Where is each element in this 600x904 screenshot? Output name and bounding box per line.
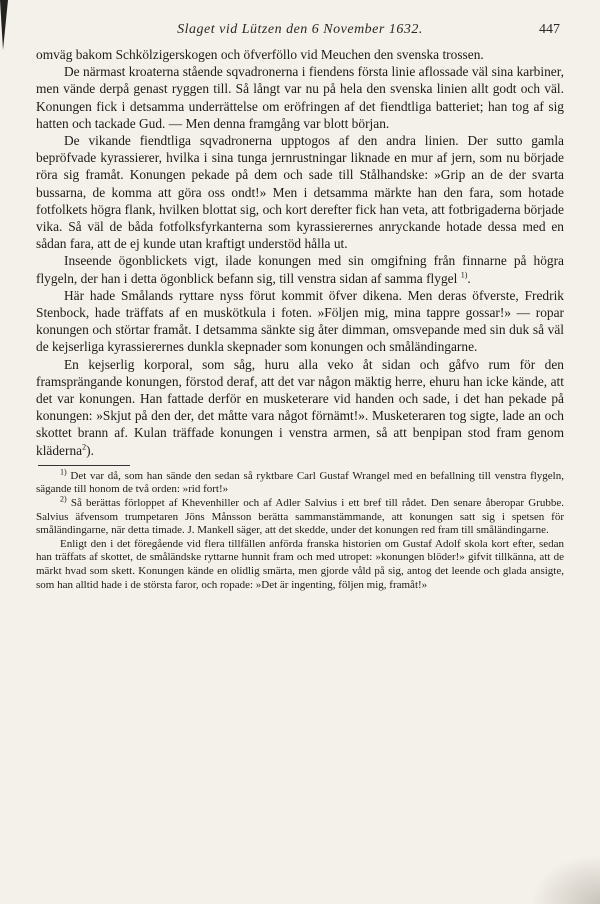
page-edge-mark	[0, 0, 8, 50]
paragraph-6	[36, 356, 564, 459]
header-title: Slaget vid Lützen den 6 November 1632.	[177, 22, 423, 37]
footnote-2	[36, 494, 564, 538]
paragraph-5: Här hade Smålands ryttare nyss förut kommit öfver dikena. Men deras öfverste, Fredrik Stenbock, hade träffats af en muskötkula i foten. »Följen mig, mina tappre gossar!» — ropar konungen och störtar framåt. I detsamma sänkte sig åter dimman, omsvepande med sin duk så väl de kejserliga kyrassierernes dunkla skepnader som konungen och småländingarne.	[36, 287, 564, 355]
paragraph-1: omväg bakom Schkölzigerskogen och öfverföllo vid Meuchen den svenska trossen.	[36, 47, 484, 62]
footnote-marker-2: 2)	[60, 494, 67, 504]
paragraph-4	[36, 252, 564, 286]
book-page	[36, 20, 564, 890]
footnotes	[36, 467, 564, 592]
footnote-1	[36, 467, 564, 497]
running-head	[36, 20, 564, 46]
paragraph-6-text: En kejserlig korporal, som såg, huru alla veko åt sidan och gåfvo rum för den framsprängande konungen, förstod deraf, att det var någon mäktig herre, ehuru han icke kände, att det var konungen. Han fattade derför en musketerare vid handen och sade, i det han pekade på konungen: »Skjut på den der, det måtte vara något förnämt!». Musketeraren tog sigte, lade an och skottet brann af. Kulan träffade konungen i venstra armen, så att benpipan stod fram genom kläderna	[36, 356, 564, 458]
footnote-marker-1: 1)	[60, 467, 67, 477]
scan-smudge	[530, 854, 600, 904]
footnote-2-text: Så berättas förloppet af Khevenhiller och af Adler Salvius i ett bref till rådet. Den senare åberopar Grubbe. Salvius äfvensom trumpetaren Jöns Månsson berätta sammanstämmande, att konungen satt sig i spetsen för småländingarne, när detta timade. J. Mankell säger, att det skedde, under det konungen red fram till småländingarne.	[36, 497, 564, 537]
footnote-ref-1[interactable]: 1)	[460, 270, 468, 280]
footnote-ref-2[interactable]: 2	[82, 442, 87, 452]
paragraph-2: De närmast kroaterna stående sqvadronerna i fiendens första linie aflossade väl sina karbiner, men vände derpå genast ryggen till. Så långt var nu på hela den svenska linien allt godt och väl. Konungen fick i detsamma underrättelse om eröfringen af det fiendtliga batteriet; han tog af sig hatten och tackade Gud. — Men denna framgång var blott början.	[36, 64, 564, 131]
footnote-1-text: Det var då, som han sände den sedan så ryktbare Carl Gustaf Wrangel med en befallning till venstra flygeln, sägande till honom de två orden: »rid fort!»	[36, 469, 564, 496]
body-text	[36, 46, 564, 459]
paragraph-4-end: .	[467, 270, 471, 286]
paragraph-6-end: ).	[86, 442, 94, 458]
paragraph-3: De vikande fiendtliga sqvadronerna upptogos af den andra linien. Der sutto gamla bepröfvade kyrassierer, hvilka i sina tunga jernrustningar liknade en mur af jern, som nu började röra sig framåt. Konungen pekade på dem och sade till Stålhandske: »Grip an de der svarta bussarna, de komma att göra oss ondt!» Men i detsamma märkte han den fara, som hotade fotfolkets högra flank, hvilken blottat sig, och kort derefter fick han veta, att fotbrigaderna började vika. Så väl de båda fotfolksfyrkanterna som kyrassierernes anryckande hotade dessa med en sådan fara, att de ej kunde utan kraftigt understöd hålla ut.	[36, 133, 564, 252]
paragraph-4-text: Inseende ögonblickets vigt, ilade konungen med sin omgifning från finnarne på högra flygeln, der han i detta ögonblick befann sig, till venstra sidan af samma flygel	[36, 253, 564, 286]
footnote-divider	[38, 465, 130, 466]
footnote-3: Enligt den i det föregående vid flera tillfällen anförda franska historien om Gustaf Adolf skola kort efter, sedan han träffats af skottet, de småländske ryttarne hunnit fram och med utropet: »konungen blöder!» gifvit tillkänna, att de märkt hvad som skett. Konungen kände en olidlig smärta, men gjorde våld på sig, antog det leende och glada ansigte, som han alltid hade i de största faror, och ropade: »Det är ingenting, följen mig, framåt!»	[36, 537, 564, 591]
page-number: 447	[539, 22, 560, 37]
